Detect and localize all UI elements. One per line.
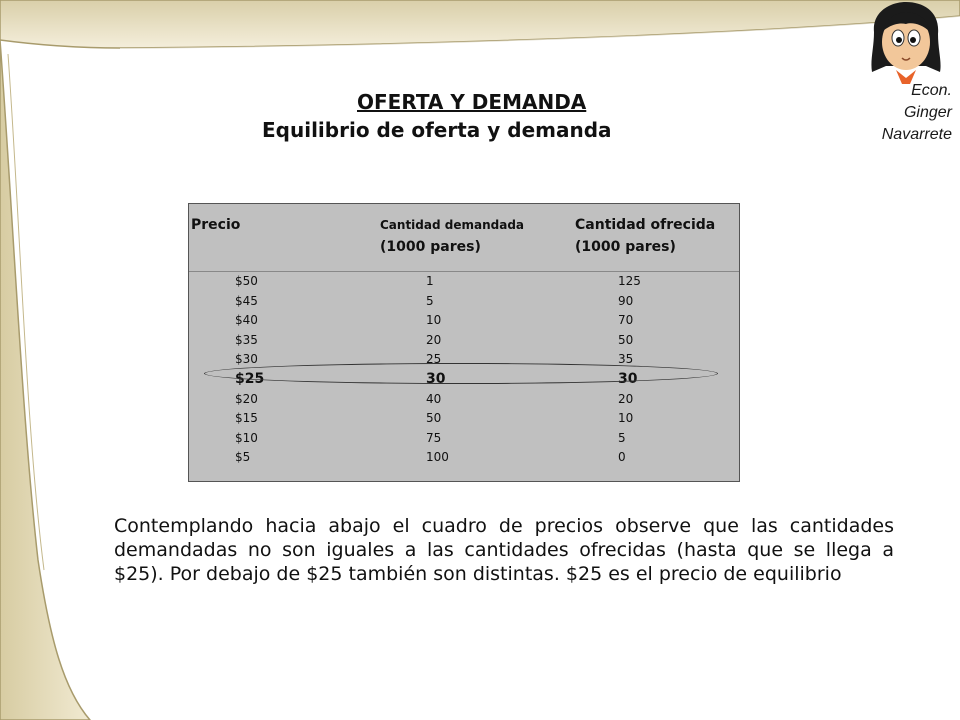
table-row (189, 330, 739, 350)
cell-precio: $15 (235, 411, 258, 426)
table-row (189, 408, 739, 428)
explanation-paragraph: Contemplando hacia abajo el cuadro de precios observe que las cantidades demandadas no son iguales a las cantidades ofrecidas (hasta que se llega a $25). Por debajo de $25 también son distintas. $25 es el precio de equilibrio (114, 515, 894, 585)
cell-precio: $45 (235, 293, 258, 308)
author-credit (842, 80, 952, 146)
cell-precio: $50 (235, 274, 258, 288)
price-quantity-table (188, 203, 740, 482)
cell-precio: $5 (235, 450, 251, 465)
cell-demandada: 30 (426, 371, 446, 387)
cell-ofrecida: 5 (618, 430, 626, 445)
cell-demandada: 5 (426, 293, 434, 308)
header-demandada-unit: (1000 pares) (380, 239, 481, 255)
cell-precio: $40 (235, 313, 258, 328)
cell-demandada: 10 (426, 313, 442, 328)
author-last-name: Navarrete (881, 126, 952, 143)
cell-demandada: 40 (426, 391, 442, 406)
table-row (189, 271, 739, 291)
author-title: Econ. (911, 82, 952, 99)
header-demandada: Cantidad demandada (380, 218, 524, 232)
table-row (189, 291, 739, 311)
table-row (189, 310, 739, 330)
table-row (189, 428, 739, 448)
cell-ofrecida: 10 (618, 411, 634, 426)
equilibrium-highlight-ellipse (204, 363, 718, 384)
cell-demandada: 100 (426, 450, 449, 465)
header-precio: Precio (191, 217, 241, 233)
cell-demandada: 75 (426, 430, 442, 445)
cell-demandada: 1 (426, 274, 434, 288)
cell-ofrecida: 0 (618, 450, 626, 465)
table-row (189, 447, 739, 467)
page-subtitle: Equilibrio de oferta y demanda (262, 118, 612, 142)
author-first-name: Ginger (903, 104, 952, 121)
header-ofrecida-unit: (1000 pares) (575, 239, 676, 255)
header-ofrecida: Cantidad ofrecida (575, 217, 716, 233)
cell-ofrecida: 20 (618, 391, 634, 406)
table-header (189, 204, 739, 272)
cell-ofrecida: 70 (618, 313, 634, 328)
cell-precio: $30 (235, 352, 258, 367)
cell-ofrecida: 125 (618, 274, 641, 288)
page-title: OFERTA Y DEMANDA (357, 90, 587, 114)
cell-demandada: 20 (426, 332, 442, 347)
cell-ofrecida: 35 (618, 352, 634, 367)
cell-demandada: 50 (426, 411, 442, 426)
cell-precio: $25 (235, 371, 265, 387)
table-row (189, 389, 739, 409)
cell-precio: $10 (235, 430, 258, 445)
cell-precio: $20 (235, 391, 258, 406)
cartoon-face-icon (866, 2, 946, 84)
cell-ofrecida: 50 (618, 332, 634, 347)
cell-precio: $35 (235, 332, 258, 347)
cell-demandada: 25 (426, 352, 442, 367)
cell-ofrecida: 90 (618, 293, 634, 308)
cell-ofrecida: 30 (618, 371, 638, 387)
